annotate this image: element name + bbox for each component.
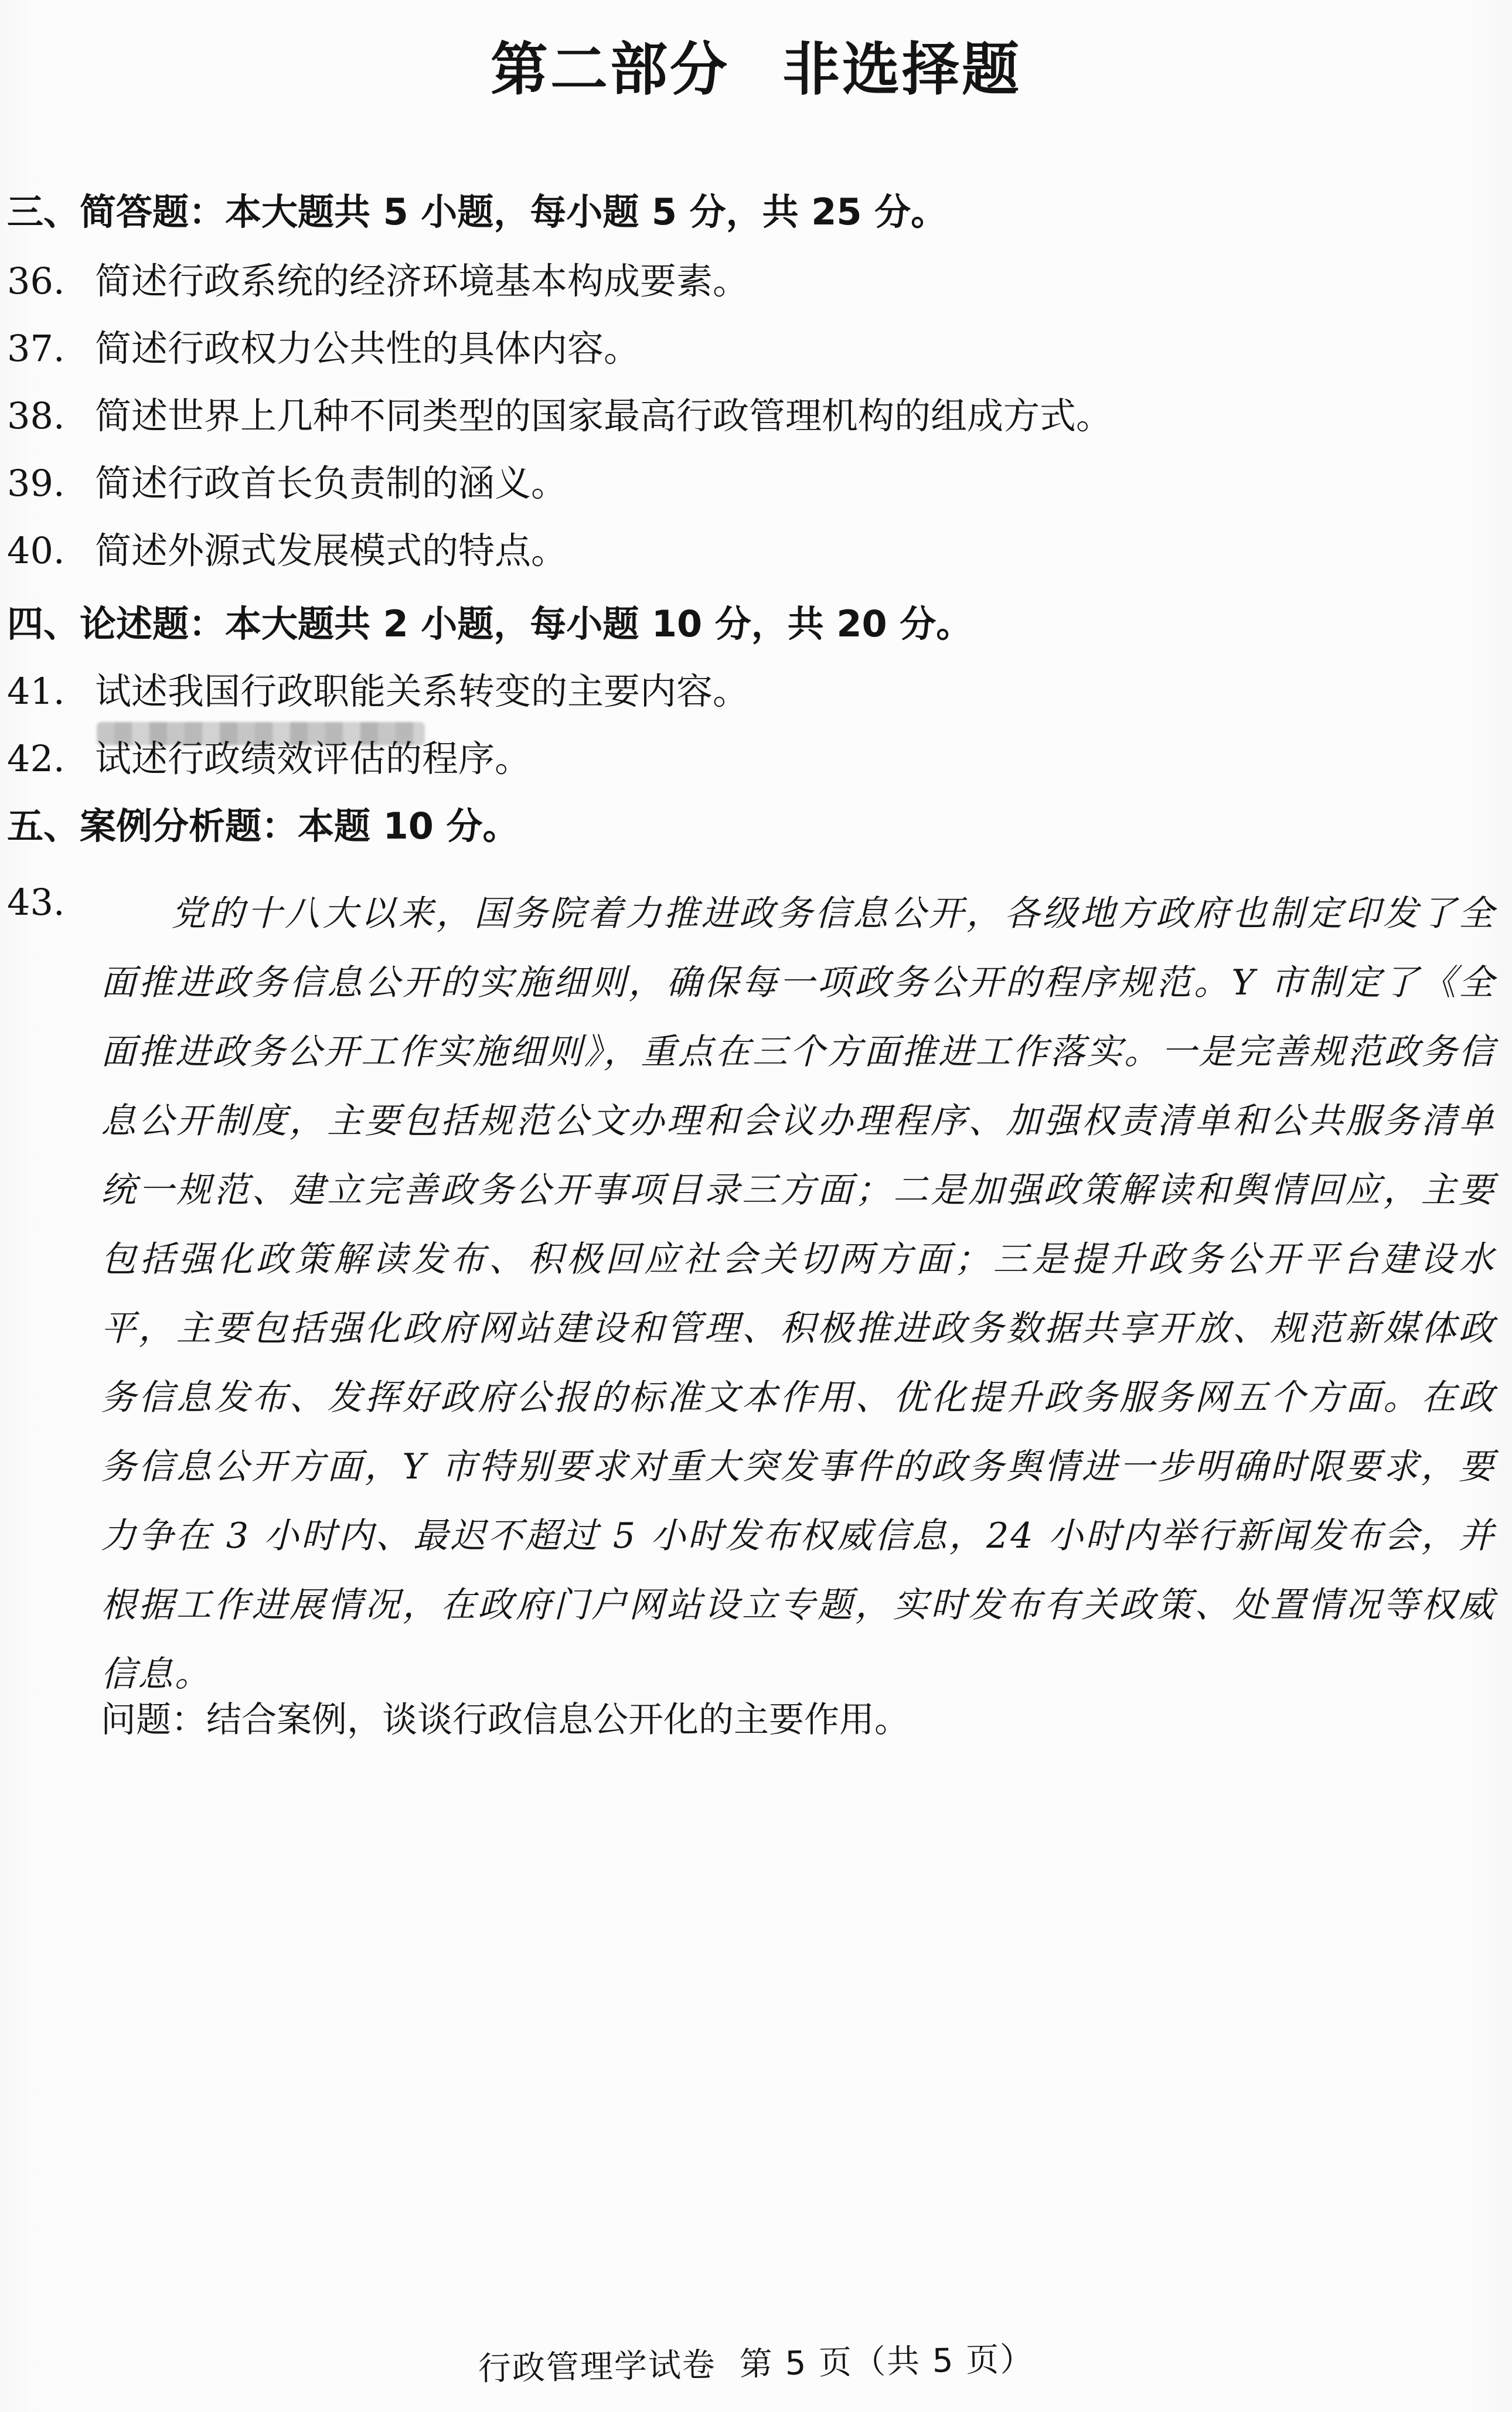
question-text: 简述世界上几种不同类型的国家最高行政管理机构的组成方式。 <box>95 394 1113 437</box>
page-footer <box>0 2325 1512 2398</box>
question-item <box>7 393 1112 440</box>
question-text: 简述行政系统的经济环境基本构成要素。 <box>95 260 750 302</box>
question-item <box>7 735 531 782</box>
section-heading-case-analysis: 五、案例分析题：本题 10 分。 <box>7 805 519 847</box>
question-number: 36. <box>7 260 65 302</box>
question-item <box>7 325 640 372</box>
question-number: 38. <box>7 394 65 437</box>
page-number: 第 5 页（共 5 页） <box>739 2340 1034 2384</box>
question-item <box>7 668 749 715</box>
question-text: 简述外源式发展模式的特点。 <box>95 529 568 572</box>
question-text: 试述行政绩效评估的程序。 <box>95 737 532 780</box>
question-text: 简述行政首长负责制的涵义。 <box>95 462 568 505</box>
question-number: 39. <box>7 462 65 505</box>
case-text: 党的十八大以来，国务院着力推进政务信息公开，各级地方政府也制定印发了全面推进政务信息公开的实施细则，确保每一项政务公开的程序规范。Y 市制定了《全面推进政务公开工作实施细则》，重点在三个方面推进工作落实。一是完善规范政务信息公开制度，主要包括规范公文办理和会议办理程序、加强权责清单和公共服务清单统一规范、建立完善政务公开事项目录三方面；二是加强政策解读和舆情回应，主要包括强化政策解读发布、积极回应社会关切两方面；三是提升政务公开平台建设水平，主要包括强化政府网站建设和管理、积极推进政务数据共享开放、规范新媒体政务信息发布、发挥好政府公报的标准文本作用、优化提升政务服务网五个方面。在政务信息公开方面，Y 市特别要求对重大突发事件的政务舆情进一步明确时限要求，要力争在 3 小时内、最迟不超过 5 小时发布权威信息，24 小时内举行新闻发布会，并根据工作进展情况，在政府门户网站设立专题，实时发布有关政策、处置情况等权威信息。 <box>101 893 1496 1695</box>
question-number: 43. <box>7 881 65 924</box>
question-text: 试述我国行政职能关系转变的主要内容。 <box>95 670 750 713</box>
question-number: 40. <box>7 529 65 572</box>
question-text: 简述行政权力公共性的具体内容。 <box>95 327 641 370</box>
question-item <box>7 258 749 305</box>
part-label: 第二部分 <box>490 36 730 103</box>
section-heading-short-answer: 三、简答题：本大题共 5 小题，每小题 5 分，共 25 分。 <box>7 190 948 233</box>
exam-name: 行政管理学试卷 <box>478 2346 717 2389</box>
question-item <box>7 527 567 574</box>
question-number: 42. <box>7 737 65 780</box>
question-item <box>7 460 567 507</box>
question-number: 41. <box>7 670 65 713</box>
section-heading-essay: 四、论述题：本大题共 2 小题，每小题 10 分，共 20 分。 <box>7 602 973 645</box>
case-question: 问题：结合案例，谈谈行政信息公开化的主要作用。 <box>101 1699 910 1740</box>
part-title: 非选择题 <box>782 36 1022 103</box>
page-title <box>0 23 1512 106</box>
question-number: 37. <box>7 327 65 370</box>
